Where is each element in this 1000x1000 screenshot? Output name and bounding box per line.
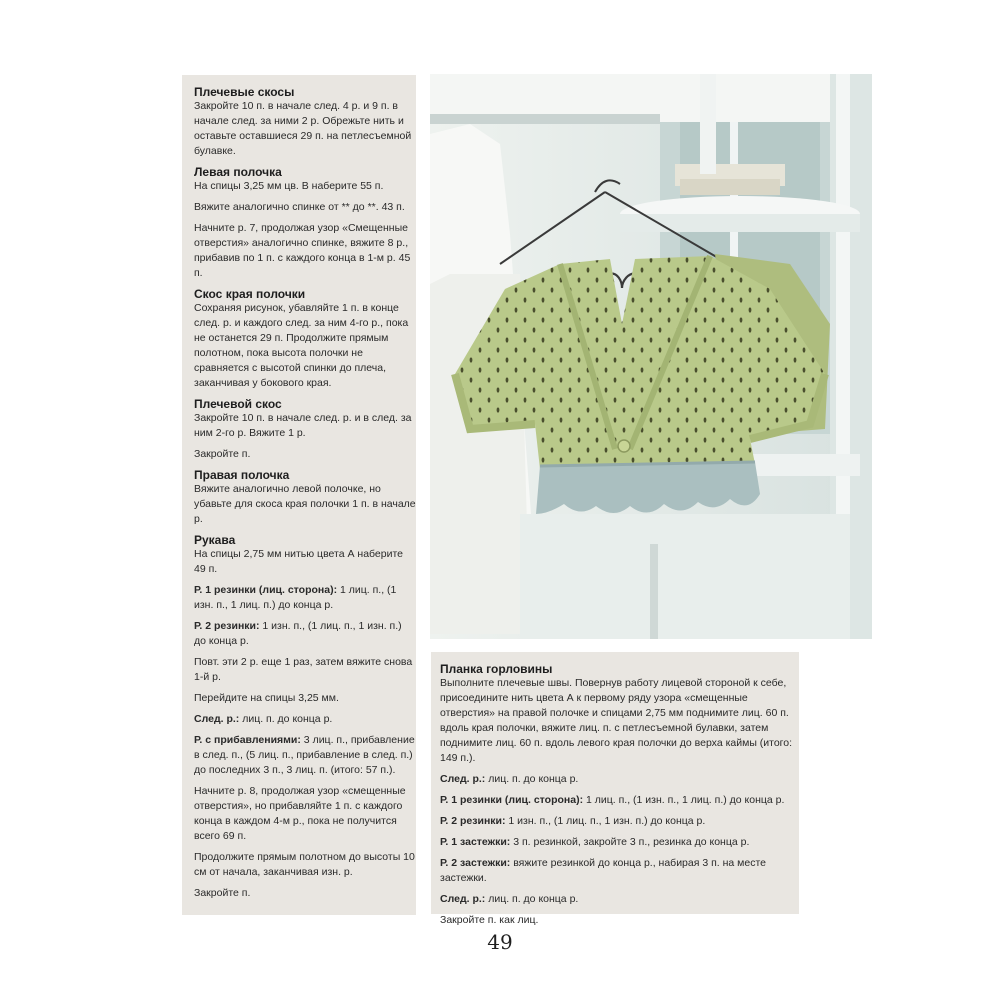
row-text: лиц. п. до конца р. xyxy=(485,893,579,905)
row-label: Р. 1 резинки (лиц. сторона): xyxy=(440,794,584,806)
row-text: лиц. п. до конца р. xyxy=(485,773,579,785)
row-text: 3 лиц. п., прибавление в след. п., (5 лиц. п., прибавление в след. п.) до последних 3 п., 3 лиц. п. (итого: 57 п.). xyxy=(194,734,415,776)
paragraph xyxy=(194,583,416,613)
paragraph xyxy=(440,814,799,829)
page-number: 49 xyxy=(487,930,513,954)
row-label: Р. 2 резинки: xyxy=(440,815,506,827)
section-heading: Правая полочка xyxy=(194,468,290,482)
paragraph xyxy=(440,856,799,886)
section-shoulder-slope xyxy=(194,397,416,462)
row-label: Р. 1 застежки: xyxy=(440,836,511,848)
paragraph xyxy=(440,793,799,808)
paragraph xyxy=(194,619,416,649)
paragraph: Начните р. 7, продолжая узор «Смещенные отверстия» аналогично спинке, вяжите 8 р., прибавив по 1 п. с каждого конца в 1-м р. 45 п. xyxy=(194,222,411,279)
section-left-front xyxy=(194,165,416,281)
row-label: Р. с прибавлениями: xyxy=(194,734,301,746)
row-text: лиц. п. до конца р. xyxy=(239,713,333,725)
section-sleeves xyxy=(194,533,416,901)
paragraph xyxy=(440,772,799,787)
section-right-front xyxy=(194,468,416,527)
paragraph xyxy=(194,733,416,778)
paragraph: Повт. эти 2 р. еще 1 раз, затем вяжите снова 1-й р. xyxy=(194,656,413,683)
paragraph: Выполните плечевые швы. Повернув работу лицевой стороной к себе, присоедините нить цвета А к первому ряду узора «смещенные отверстия» на правой полочке и спицами 2,75 мм поднимите лиц. 60 п. вдоль края полочки, вяжите лиц. п. с петлесъемной булавки, затем поднимите лиц. 60 п. вдоль левого края полочки до верха каймы (итого: 149 п.). xyxy=(440,677,793,764)
paragraph: Сохраняя рисунок, убавляйте 1 п. в конце след. р. и каждого след. за ним 4-го р., пока не останется 29 п. Продолжите прямым полотном, пока высота полочки не сравняется с высотой спинки до плеча, заканчивая у бокового края. xyxy=(194,302,409,389)
row-label: След. р.: xyxy=(440,893,486,905)
left-text-panel xyxy=(182,75,416,915)
section-heading: Плечевые скосы xyxy=(194,85,295,99)
paragraph: Закройте п. xyxy=(194,887,251,899)
row-text: 3 п. резинкой, закройте 3 п., резинка до конца р. xyxy=(510,836,750,848)
section-shoulder-slopes xyxy=(194,85,416,159)
paragraph: Продолжите прямым полотном до высоты 10 см от начала, заканчивая изн. р. xyxy=(194,851,415,878)
paragraph xyxy=(440,892,799,907)
paragraph: Закройте 10 п. в начале след. 4 р. и 9 п. в начале след. за ними 2 р. Обрежьте нить и оставьте оставшиеся 29 п. на петлесъемной булавке. xyxy=(194,100,412,157)
row-text: 1 лиц. п., (1 изн. п., 1 лиц. п.) до конца р. xyxy=(194,584,397,611)
section-front-edge-slope xyxy=(194,287,416,391)
paragraph: Начните р. 8, продолжая узор «смещенные отверстия», но прибавляйте 1 п. с каждого конца в каждом 4-м р., пока не получится всего 69 п. xyxy=(194,785,406,842)
row-label: След. р.: xyxy=(194,713,240,725)
paragraph: Вяжите аналогично спинке от ** до **. 43 п. xyxy=(194,201,405,213)
section-heading: Скос края полочки xyxy=(194,287,306,301)
row-text: 1 лиц. п., (1 изн. п., 1 лиц. п.) до конца р. xyxy=(583,794,785,806)
row-text: вяжите резинкой до конца р., набирая 3 п. на месте застежки. xyxy=(440,857,767,884)
row-label: Р. 1 резинки (лиц. сторона): xyxy=(194,584,338,596)
row-text: 1 изн. п., (1 лиц. п., 1 изн. п.) до конца р. xyxy=(194,620,402,647)
paragraph xyxy=(194,712,416,727)
paragraph: Перейдите на спицы 3,25 мм. xyxy=(194,692,339,704)
paragraph: Вяжите аналогично левой полочке, но убавьте для скоса края полочки 1 п. в начале р. xyxy=(194,483,416,525)
right-text-panel xyxy=(431,652,799,926)
paragraph xyxy=(440,835,799,850)
row-label: Р. 2 застежки: xyxy=(440,857,511,869)
paragraph: На спицы 2,75 мм нитью цвета А наберите 49 п. xyxy=(194,548,404,575)
paragraph: Закройте п. xyxy=(194,448,251,460)
section-heading: Левая полочка xyxy=(194,165,282,179)
cardigan-photo xyxy=(430,74,872,639)
section-heading: Планка горловины xyxy=(440,662,553,676)
section-heading: Плечевой скос xyxy=(194,397,282,411)
section-heading: Рукава xyxy=(194,533,236,547)
row-text: 1 изн. п., (1 лиц. п., 1 изн. п.) до конца р. xyxy=(505,815,706,827)
paragraph: На спицы 3,25 мм цв. В наберите 55 п. xyxy=(194,180,384,192)
paragraph: Закройте п. как лиц. xyxy=(440,914,539,926)
row-label: След. р.: xyxy=(440,773,486,785)
row-label: Р. 2 резинки: xyxy=(194,620,260,632)
paragraph: Закройте 10 п. в начале след. р. и в след. за ним 2-го р. Вяжите 1 р. xyxy=(194,412,412,439)
